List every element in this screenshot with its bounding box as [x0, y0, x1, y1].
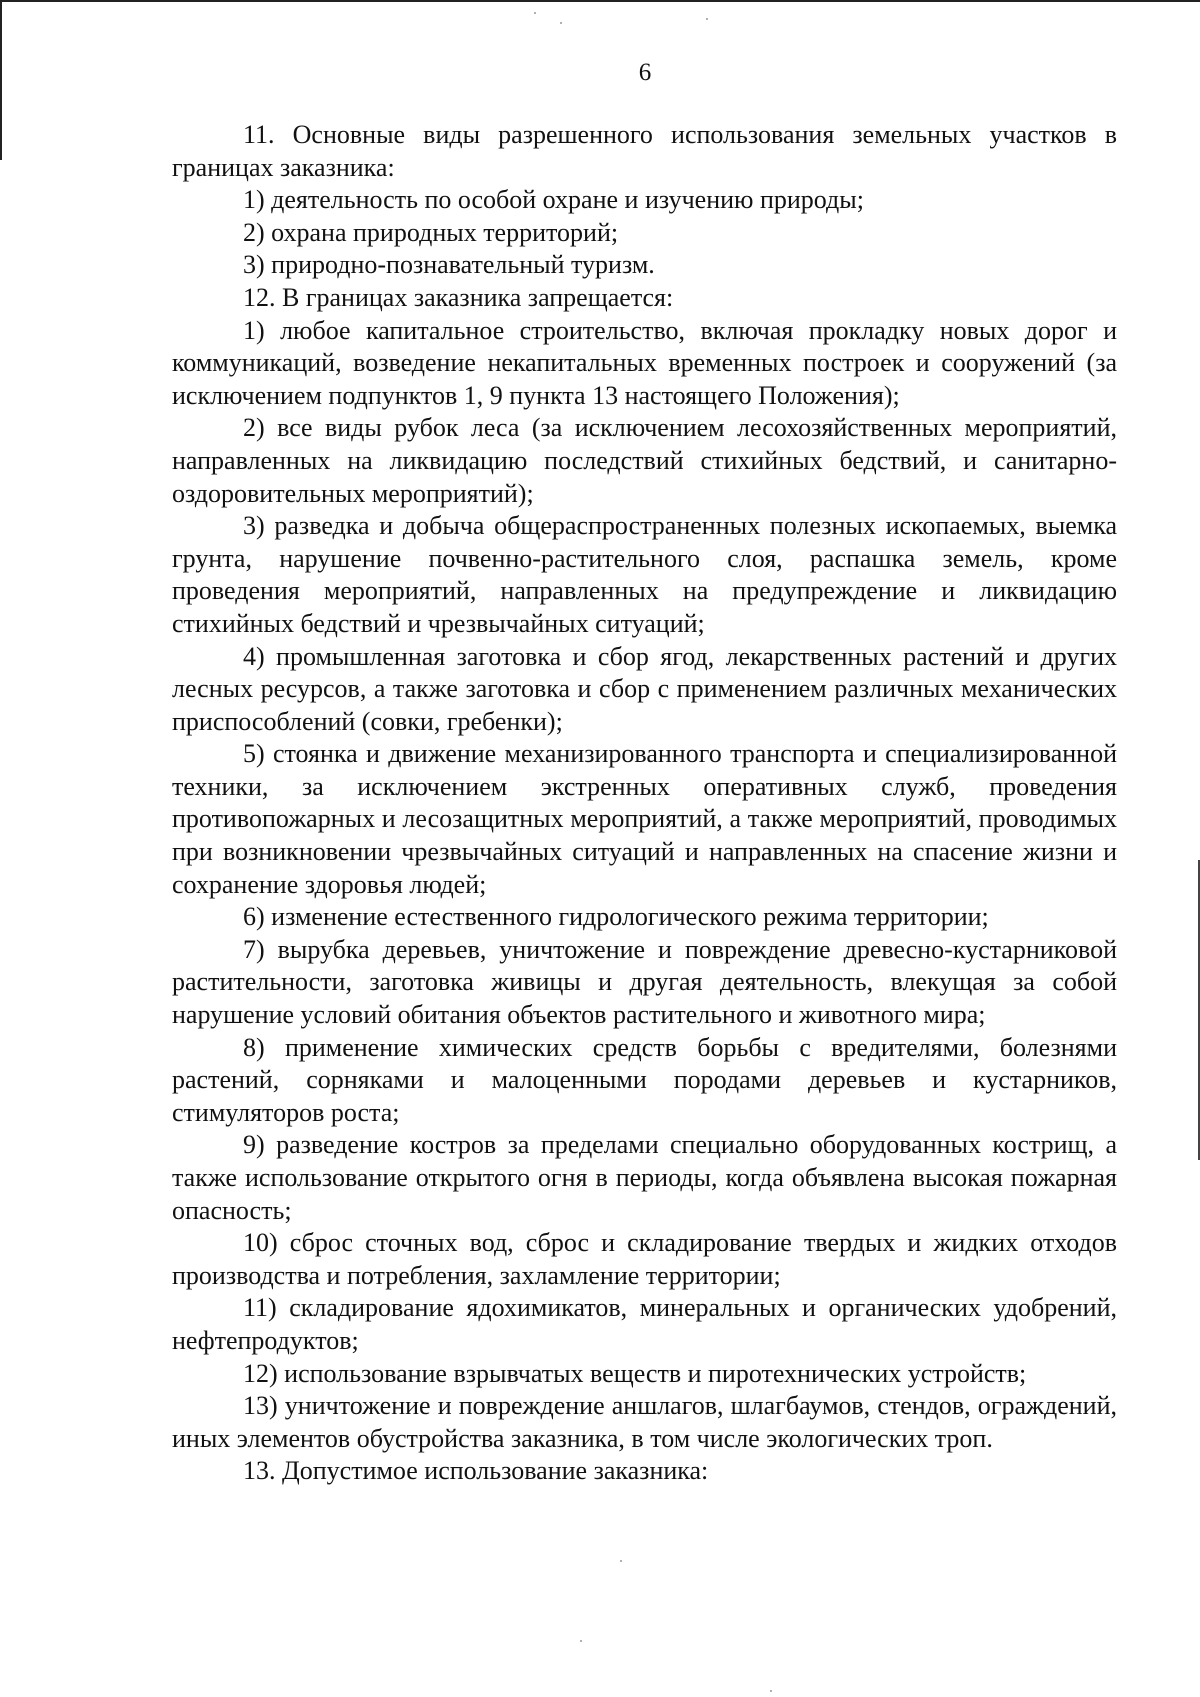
section-12-heading: 12. В границах заказника запрещается:: [243, 282, 674, 312]
scan-speck: [560, 22, 562, 24]
list-item-12-1: 1) любое капитальное строительство, включая прокладку новых дорог и коммуникаций, возведение некапитальных временных построек и сооружений (за исключением подпунктов 1, 9 пункта 13 настоящего Положения);: [172, 315, 1117, 410]
list-item-11-1: 1) деятельность по особой охране и изучению природы;: [243, 185, 864, 215]
scan-speck: [770, 1690, 772, 1692]
document-body: [172, 119, 1117, 1488]
list-item-12-2: 2) все виды рубок леса (за исключением лесохозяйственных мероприятий, направленных на ликвидацию последствий стихийных бедствий, и санитарно-оздоровительных мероприятий);: [172, 413, 1117, 508]
scan-speck: [580, 1640, 582, 1642]
page-number: 6: [638, 59, 652, 86]
list-item-12-12: 12) использование взрывчатых веществ и пиротехнических устройств;: [243, 1358, 1027, 1388]
scan-speck: [534, 12, 536, 14]
list-item-12-10: 10) сброс сточных вод, сброс и складирование твердых и жидких отходов производства и потребления, захламление территории;: [172, 1228, 1117, 1290]
section-13-heading: 13. Допустимое использование заказника:: [243, 1456, 709, 1486]
list-item-12-11: 11) складирование ядохимикатов, минеральных и органических удобрений, нефтепродуктов;: [172, 1293, 1117, 1355]
scan-edge-top: [0, 0, 1200, 2]
list-item-12-13: 13) уничтожение и повреждение аншлагов, шлагбаумов, стендов, ограждений, иных элементов обустройства заказника, в том числе экологических троп.: [172, 1391, 1117, 1453]
scan-speck: [706, 18, 708, 20]
section-11-heading: 11. Основные виды разрешенного использования земельных участков в границах заказника:: [172, 120, 1117, 182]
list-item-12-7: 7) вырубка деревьев, уничтожение и повреждение древесно-кустарниковой растительности, заготовка живицы и другая деятельность, влекущая за собой нарушение условий обитания объектов растительного и животного мира;: [172, 934, 1117, 1030]
list-item-11-3: 3) природно-познавательный туризм.: [243, 250, 655, 280]
list-item-12-4: 4) промышленная заготовка и сбор ягод, лекарственных растений и других лесных ресурсов, а также заготовка и сбор с применением различных механических приспособлений (совки, гребенки);: [172, 641, 1117, 736]
list-item-12-9: 9) разведение костров за пределами специально оборудованных кострищ, а также использование открытого огня в периоды, когда объявлена высокая пожарная опасность;: [172, 1130, 1117, 1225]
list-item-12-5: 5) стоянка и движение механизированного транспорта и специализированной техники, за исключением экстренных оперативных служб, проведения противопожарных и лесозащитных мероприятий, а также мероприятий, проводимых при возникновении чрезвычайных ситуаций и направленных на спасение жизни и сохранение здоровья людей;: [172, 739, 1117, 899]
list-item-12-6: 6) изменение естественного гидрологического режима территории;: [243, 902, 989, 932]
list-item-12-8: 8) применение химических средств борьбы с вредителями, болезнями растений, сорняками и малоценными породами деревьев и кустарников, стимуляторов роста;: [172, 1032, 1117, 1127]
list-item-11-2: 2) охрана природных территорий;: [243, 217, 619, 247]
list-item-12-3: 3) разведка и добыча общераспространенных полезных ископаемых, выемка грунта, нарушение почвенно-растительного слоя, распашка земель, кроме проведения мероприятий, направленных на предупреждение и ликвидацию стихийных бедствий и чрезвычайных ситуаций;: [172, 511, 1117, 638]
scan-speck: [620, 1560, 622, 1562]
